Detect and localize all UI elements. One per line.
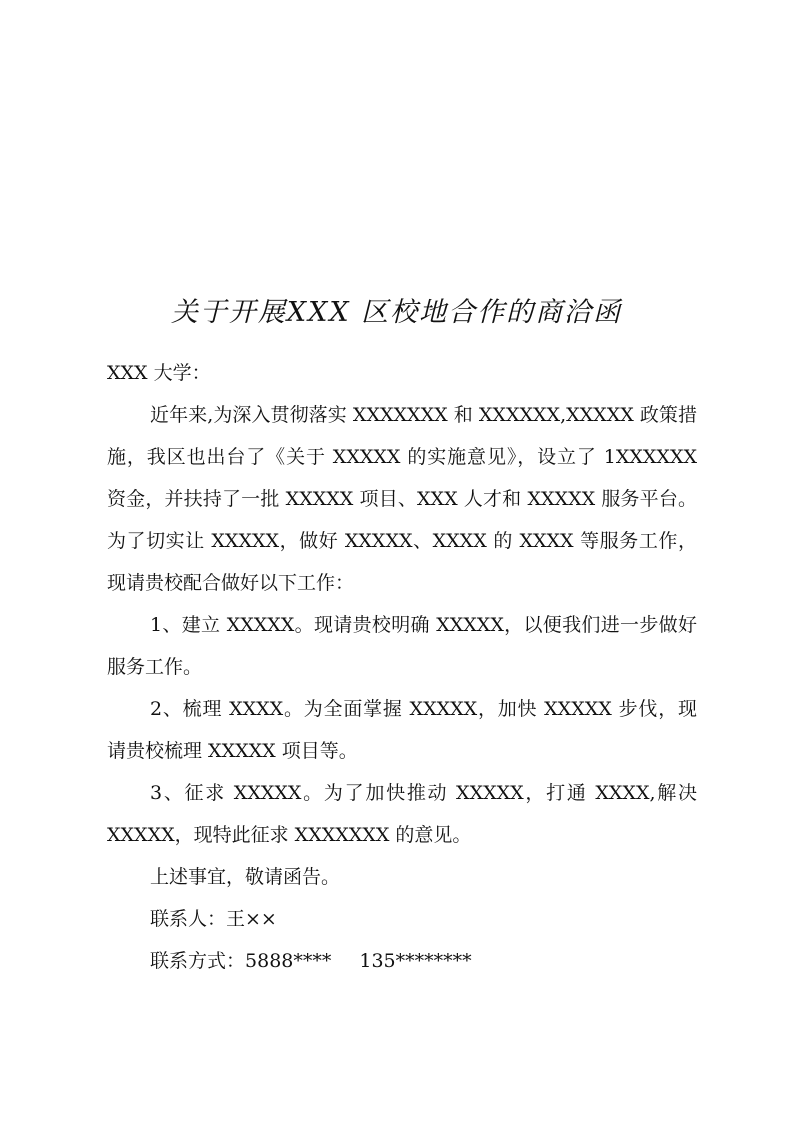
paragraph-item-1: 1、建立 XXXXX。现请贵校明确 XXXXX，以便我们进一步做好服务工作。 [107, 614, 697, 678]
paragraph-item-2: 2、梳理 XXXX。为全面掌握 XXXXX，加快 XXXXX 步伐，现请贵校梳理 XXXXX 项目等。 [107, 698, 697, 762]
paragraph-closing: 上述事宜，敬请函告。 [150, 866, 341, 888]
salutation: XXX 大学： [107, 362, 211, 384]
contact-method-label: 联系方式： [150, 950, 246, 972]
document-body [107, 352, 697, 982]
contact-phone-1: 5888**** [245, 950, 332, 972]
document-title: 关于开展XXX 区校地合作的商洽函 [170, 297, 623, 328]
paragraph-item-3: 3、征求 XXXXX。为了加快推动 XXXXX，打通 XXXX,解决 XXXXX，现特此征求 XXXXXXX 的意见。 [107, 782, 697, 846]
paragraph-intro: 近年来,为深入贯彻落实 XXXXXXX 和 XXXXXX,XXXXX 政策措施，我区也出台了《关于 XXXXX 的实施意见》，设立了 1XXXXXX 资金，并扶持了一批 XXXXX 项目、XXX 人才和 XXXXX 服务平台。为了切实让 XXXXX，做好 XXXXX、XXXX 的 XXXX 等服务工作，现请贵校配合做好以下工作： [107, 404, 697, 594]
contact-method [107, 940, 697, 982]
contact-person: 联系人：王×× [150, 908, 277, 930]
contact-phone-2: 135******** [359, 950, 472, 972]
